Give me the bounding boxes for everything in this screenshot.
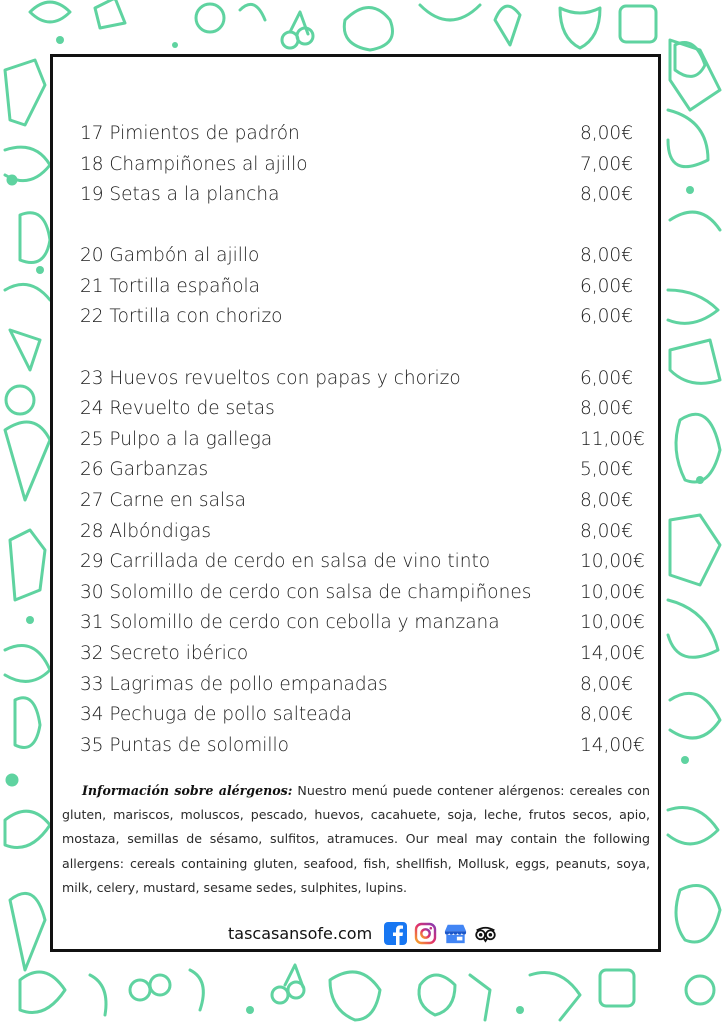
menu-item [80,670,650,701]
menu-item [80,364,650,395]
item-name: 21 Tortilla española [80,275,261,297]
menu-item [80,272,650,303]
menu-item [80,119,650,150]
item-price: 6,00€ [580,367,633,389]
menu-item [80,517,650,548]
item-name: 27 Carne en salsa [80,489,247,511]
menu-item [80,731,650,762]
item-price: 8,00€ [580,520,633,542]
instagram-icon[interactable] [414,922,437,945]
item-price: 10,00€ [580,581,645,603]
item-name: 28 Albóndigas [80,520,211,542]
menu-item [80,547,650,578]
item-price: 6,00€ [580,275,633,297]
menu-item [80,150,650,181]
item-price: 8,00€ [580,489,633,511]
item-price: 8,00€ [580,398,633,420]
menu-item [80,394,650,425]
menu-item [80,608,650,639]
item-name: 31 Solomillo de cerdo con cebolla y manzana [80,612,500,634]
menu-item [80,700,650,731]
item-price: 8,00€ [580,184,633,206]
item-name: 23 Huevos revueltos con papas y chorizo [80,367,461,389]
item-name: 29 Carrillada de cerdo en salsa de vino tinto [80,551,491,573]
item-price: 14,00€ [580,642,645,664]
allergen-text: Nuestro menú puede contener alérgenos: cereales con gluten, mariscos, moluscos, pescado, huevos, cacahuete, soja, leche, frutos secos, apio, mostaza, semillas de sésamo, sulfitos, atramuces. Our meal may contain the following allergens: cereals containing gluten, seafood, fish, shellfish, Mollusk, eggs, peanuts, soya, milk, celery, mustard, sesame sedes, sulphites, lupins. [62,783,650,895]
allergen-info [62,779,650,900]
menu-item [80,425,650,456]
item-name: 18 Champiñones al ajillo [80,153,308,175]
menu-item [80,578,650,609]
item-name: 24 Revuelto de setas [80,398,275,420]
footer [228,920,497,946]
item-price: 8,00€ [580,123,633,144]
menu-item [80,241,650,272]
item-price: 6,00€ [580,306,633,328]
item-name: 17 Pimientos de padrón [80,123,300,144]
item-name: 32 Secreto ibérico [80,642,249,664]
item-price: 14,00€ [580,734,645,756]
item-price: 8,00€ [580,704,633,726]
menu-item [80,486,650,517]
website-link[interactable]: tascasansofe.com [228,923,373,943]
item-name: 34 Pechuga de pollo salteada [80,704,352,726]
item-name: 35 Puntas de solomillo [80,734,289,756]
item-name: 25 Pulpo a la gallega [80,428,273,450]
item-name: 19 Setas a la plancha [80,184,280,206]
menu-card [50,54,661,952]
item-name: 26 Garbanzas [80,459,209,481]
menu-item [80,639,650,670]
menu-item [80,455,650,486]
item-price: 11,00€ [580,428,645,450]
item-price: 8,00€ [580,673,633,695]
item-name: 33 Lagrimas de pollo empanadas [80,673,388,695]
item-price: 7,00€ [580,153,633,175]
menu-item [80,302,650,333]
item-name: 20 Gambón al ajillo [80,245,260,267]
item-price: 10,00€ [580,551,645,573]
item-price: 5,00€ [580,459,633,481]
menu-list [80,119,650,761]
google-my-business-icon[interactable] [444,922,467,945]
item-price: 10,00€ [580,612,645,634]
facebook-icon[interactable] [384,922,407,945]
item-price: 8,00€ [580,245,633,267]
menu-item [80,180,650,211]
item-name: 30 Solomillo de cerdo con salsa de champiñones [80,581,532,603]
allergen-label: Información sobre alérgenos: [82,783,293,798]
item-name: 22 Tortilla con chorizo [80,306,283,328]
tripadvisor-icon[interactable] [474,922,497,945]
